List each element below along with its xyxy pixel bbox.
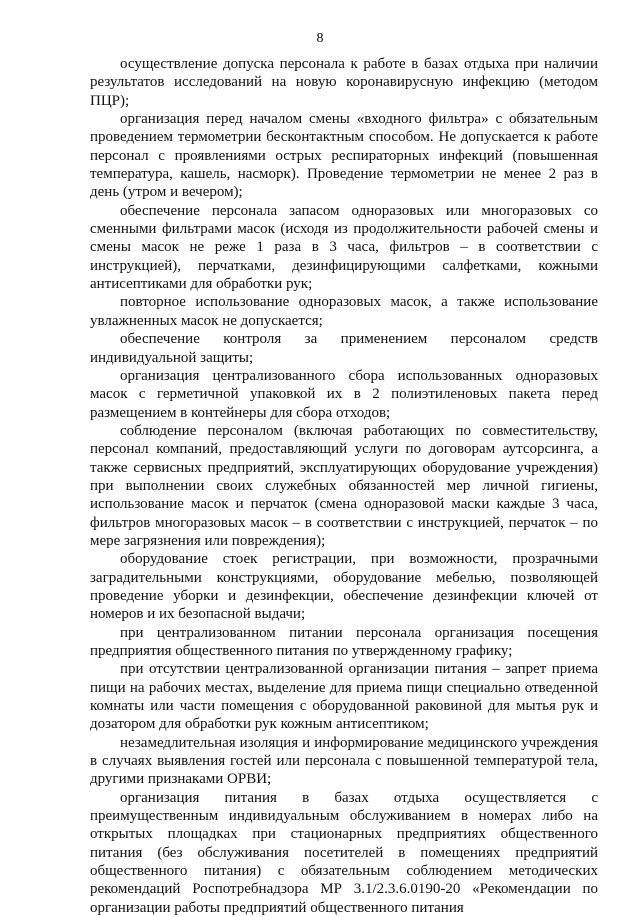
paragraph: при централизованном питании персонала организация посещения предприятия общественного питания по утвержденному графику; [90, 624, 598, 659]
paragraph: обеспечение персонала запасом одноразовых или многоразовых со сменными фильтрами масок (исходя из продолжительности рабочей смены и смены масок не реже 1 раза в 3 часа, фильтров – в соответствии с инструкцией), перчатками, дезинфицирующими салфетками, кожными антисептиками для обработки рук; [90, 202, 598, 293]
paragraph: организация питания в базах отдыха осуществляется с преимущественным индивидуальным обслуживанием в номерах либо на открытых площадках при стационарных предприятиях общественного питания (без обслуживания посетителей в помещениях предприятий общественного питания) с обязательным соблюдением методических рекомендаций Роспотребнадзора МР 3.1/2.3.6.0190-20 «Рекомендации по организации работы предприятий общественного питания [90, 789, 598, 916]
paragraph: осуществление допуска персонала к работе в базах отдыха при наличии результатов исследований на новую коронавирусную инфекцию (методом ПЦР); [90, 56, 598, 109]
paragraph: при отсутствии централизованной организации питания – запрет приема пищи на рабочих местах, выделение для приема пищи специально отведенной комнаты или части помещения с оборудованной раковиной для мытья рук и дозатором для обработки рук кожным антисептиком; [90, 661, 598, 733]
paragraph: незамедлительная изоляция и информирование медицинского учреждения в случаях выявления гостей или персонала с повышенной температурой тела, другими признаками ОРВИ; [90, 734, 598, 788]
paragraph: организация централизованного сбора использованных одноразовых масок с герметичной упаковкой их в 2 полиэтиленовых пакета перед размещением в контейнеры для сбора отходов; [90, 367, 598, 421]
paragraph: соблюдение персоналом (включая работающих по совместительству, персонал компаний, предоставляющий услуги по договорам аутсорсинга, а также сервисных предприятий, эксплуатирующих оборудование учреждения) при выполнении своих служебных обязанностей мер личной гигиены, использование масок и перчаток (смена одноразовой маски каждые 3 часа, фильтров многоразовых масок – в соответствии с инструкцией, перчаток – по мере загрязнения или повреждения); [90, 422, 598, 549]
paragraph: организация перед началом смены «входного фильтра» с обязательным проведением термометрии бесконтактным способом. Не допускается к работе персонал с проявлениями острых респираторных инфекций (повышенная температура, кашель, насморк). Проведение термометрии не менее 2 раз в день (утром и вечером); [90, 111, 598, 201]
paragraph: обеспечение контроля за применением персоналом средств индивидуальной защиты; [90, 331, 598, 366]
page-number: 8 [316, 31, 324, 46]
paragraph: оборудование стоек регистрации, при возможности, прозрачными заградительными конструкциями, оборудование мебелью, позволяющей проведение уборки и дезинфекции, обеспечение дезинфекции ключей от номеров и их безопасной выдачи; [90, 551, 598, 623]
paragraph: повторное использование одноразовых масок, а также использование увлажненных масок не допускается; [90, 294, 598, 329]
document-body [90, 55, 598, 917]
